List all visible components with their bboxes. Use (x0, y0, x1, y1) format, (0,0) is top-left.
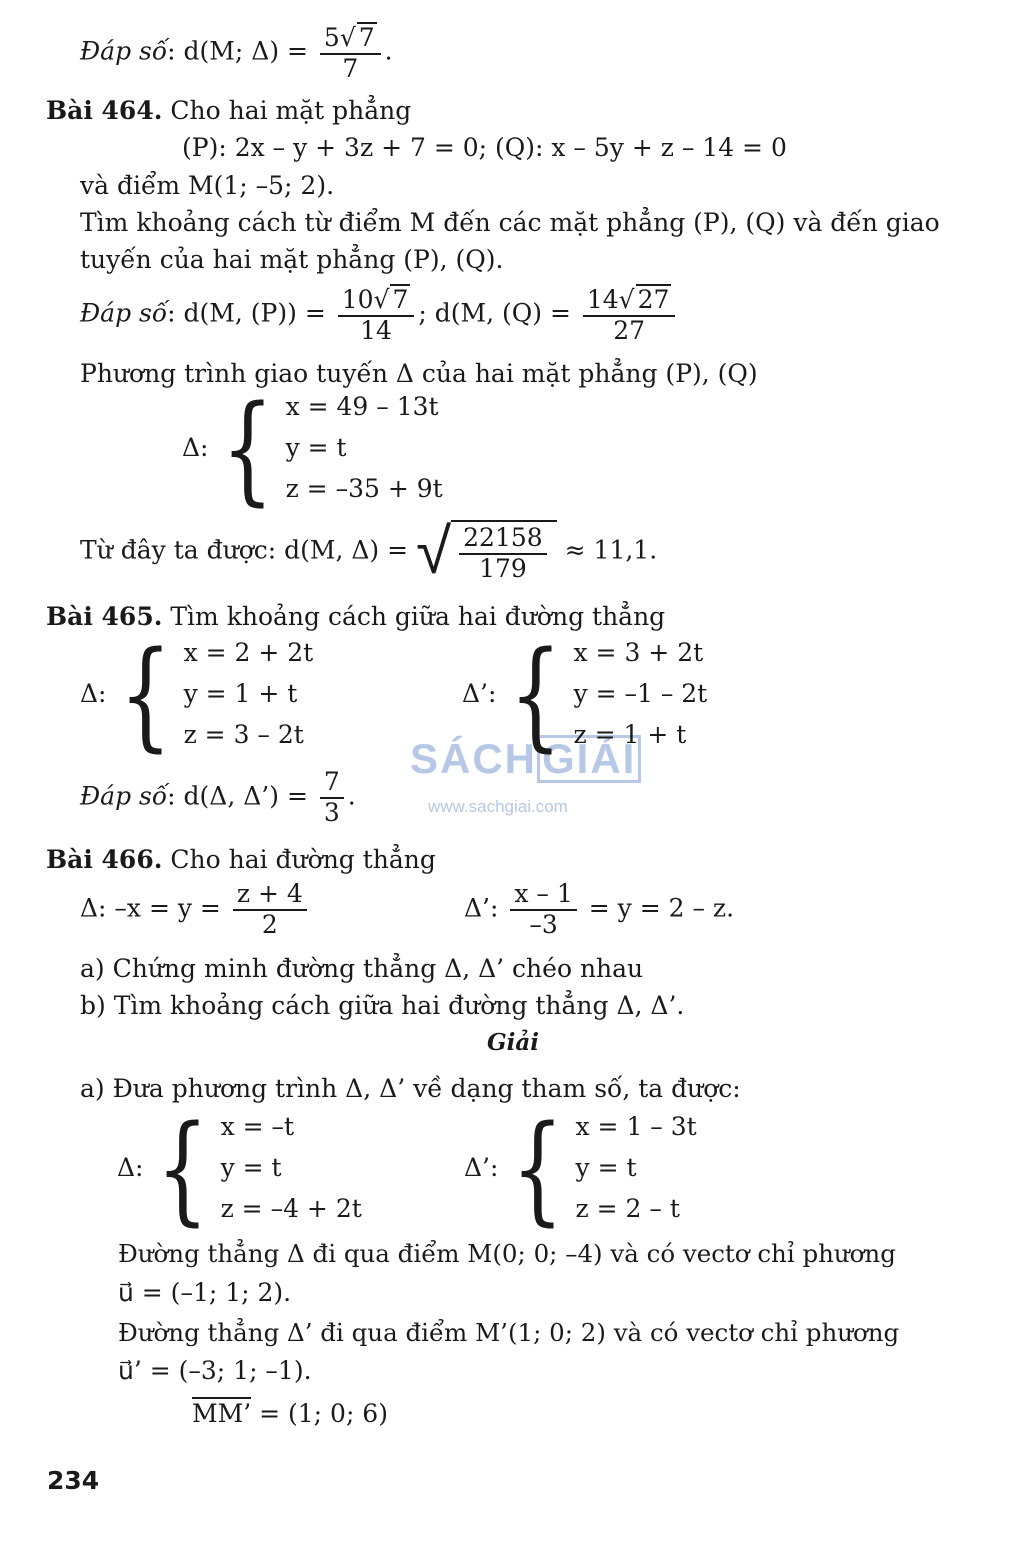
solution-heading: Giải (487, 1029, 540, 1056)
watermark-url: www.sachgiai.com (428, 797, 568, 816)
problem-466-question-a: a) Chứng minh đường thẳng Δ, Δ’ chéo nhau (80, 954, 644, 983)
problem-464-planes: (P): 2x – y + 3z + 7 = 0; (Q): x – 5y + z – 14 = 0 (182, 133, 787, 162)
problem-465-system-2: Δ’: { x = 3 + 2t y = –1 – 2t z = 1 + t (462, 624, 708, 763)
problem-466-heading: Bài 466. Cho hai đường thẳng (46, 845, 436, 874)
problem-464-answer: Đáp số: d(M, (P)) = $\frac{10√ 7}{14}$ ; d(M, (Q) = $\frac{14√ 27}{27}$ (80, 284, 679, 346)
problem-464-line-system: Δ: { x = 49 – 13t y = t z = –35 + 9t (182, 378, 443, 517)
problem-464-result: Từ đây ta được: d(M, Δ) = √ $\frac{22158}{179}$ ≈ 11,1. (80, 515, 658, 589)
problem-466-system-2: Δ’: { x = 1 – 3t y = t z = 2 – t (464, 1098, 697, 1237)
problem-464-task-line-2: tuyến của hai mặt phẳng (P), (Q). (80, 245, 504, 274)
problem-466-equation-1: Δ: –x = y = $\frac{z + 4}{2}$ (80, 880, 311, 940)
problem-466-system-1: Δ: { x = –t y = t z = –4 + 2t (117, 1098, 362, 1237)
mm-vector: MM’ = (1; 0; 6) (192, 1399, 388, 1428)
problem-464-point: và điểm M(1; –5; 2). (80, 171, 335, 200)
direction-vector-2: u⃗’ = (–3; 1; –1). (118, 1356, 312, 1385)
problem-466-equation-2: Δ’: $\frac{x - 1}{-3}$ = y = 2 – z. (464, 879, 735, 939)
problem-465-system-1: Δ: { x = 2 + 2t y = 1 + t z = 3 – 2t (80, 624, 314, 763)
problem-466-question-b: b) Tìm khoảng cách giữa hai đường thẳng Δ, Δ’. (80, 991, 685, 1020)
problem-464-line-text: Phương trình giao tuyến Δ của hai mặt phẳng (P), (Q) (80, 359, 758, 388)
prev-answer: Đáp số: d(M; Δ) = $\frac{5√ 7}{7}$ . (80, 23, 393, 83)
problem-464-task-line-1: Tìm khoảng cách từ điểm M đến các mặt phẳng (P), (Q) và đến giao (80, 208, 940, 237)
problem-465-heading: Bài 465. Tìm khoảng cách giữa hai đường thẳng (46, 602, 666, 631)
direction-line-1: Đường thẳng Δ đi qua điểm M(0; 0; –4) và có vectơ chỉ phương (118, 1239, 896, 1268)
watermark-logo: SÁCH GIẢI (410, 735, 641, 783)
problem-465-answer: Đáp số: d(Δ, Δ’) = $\frac{7}{3}$ . (80, 767, 356, 827)
direction-vector-1: u⃗ = (–1; 1; 2). (118, 1278, 292, 1307)
direction-line-2: Đường thẳng Δ’ đi qua điểm M’(1; 0; 2) và có vectơ chỉ phương (118, 1318, 900, 1347)
page-number: 234 (47, 1466, 100, 1495)
problem-464-heading: Bài 464. Cho hai mặt phẳng (46, 96, 412, 125)
solution-a-intro: a) Đưa phương trình Δ, Δ’ về dạng tham số, ta được: (80, 1074, 741, 1103)
